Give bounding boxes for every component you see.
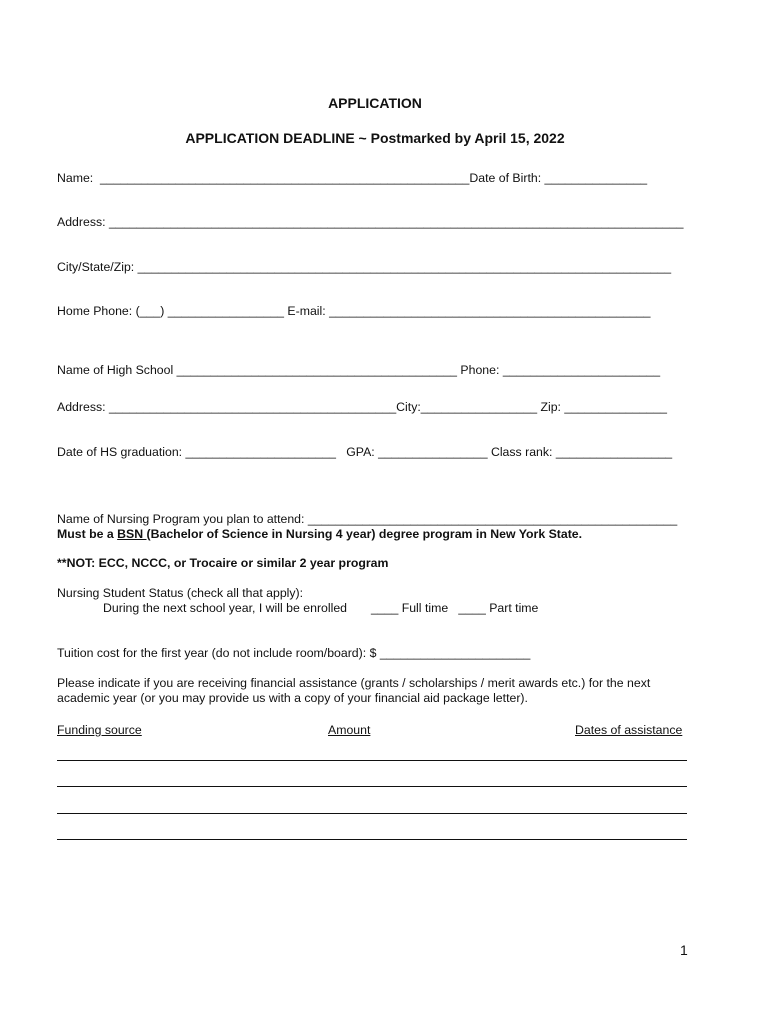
- enrollment-options[interactable]: During the next school year, I will be enrolled ____ Full time ____ Part time: [103, 601, 539, 615]
- city-state-zip-field[interactable]: City/State/Zip: ______________________________________________________________________________: [57, 260, 672, 274]
- bsn-requirement: [57, 527, 582, 542]
- amount-header: Amount: [328, 723, 371, 737]
- funding-source-header: Funding source: [57, 723, 142, 737]
- student-status-label: Nursing Student Status (check all that apply):: [57, 586, 304, 600]
- page-number: 1: [680, 942, 688, 958]
- funding-row-line[interactable]: [57, 760, 687, 761]
- funding-row-line[interactable]: [57, 813, 687, 814]
- bsn-prefix: Must be a: [57, 527, 118, 541]
- assistance-instructions-line2: academic year (or you may provide us with a copy of your financial aid package letter).: [57, 691, 528, 705]
- graduation-gpa-rank-field[interactable]: Date of HS graduation: ______________________ GPA: ________________ Class rank: _________________: [57, 445, 673, 459]
- form-heading: APPLICATION: [328, 95, 422, 111]
- high-school-address-field[interactable]: Address: __________________________________________City:_________________ Zip: _______________: [57, 400, 667, 414]
- tuition-field[interactable]: Tuition cost for the first year (do not include room/board): $ ______________________: [57, 646, 531, 660]
- bsn-suffix: (Bachelor of Science in Nursing 4 year) degree program in New York State.: [146, 527, 583, 541]
- deadline-heading: APPLICATION DEADLINE ~ Postmarked by April 15, 2022: [185, 130, 565, 146]
- not-eligible-note: **NOT: ECC, NCCC, or Trocaire or similar 2 year program: [57, 556, 389, 570]
- funding-row-line[interactable]: [57, 839, 687, 840]
- nursing-program-field[interactable]: Name of Nursing Program you plan to attend: ______________________________________________________: [57, 512, 678, 526]
- dates-header: Dates of assistance: [575, 723, 683, 737]
- bsn-abbrev: BSN: [117, 527, 147, 541]
- assistance-instructions-line1: Please indicate if you are receiving financial assistance (grants / scholarships / merit awards etc.) for the next: [57, 676, 651, 690]
- name-dob-field[interactable]: Name: ______________________________________________________Date of Birth: _______________: [57, 171, 648, 185]
- funding-row-line[interactable]: [57, 786, 687, 787]
- address-field[interactable]: Address: ____________________________________________________________________________________: [57, 215, 684, 229]
- phone-email-field[interactable]: Home Phone: (___) _________________ E-mail: _______________________________________________: [57, 304, 651, 318]
- high-school-name-field[interactable]: Name of High School _________________________________________ Phone: _______________________: [57, 363, 661, 377]
